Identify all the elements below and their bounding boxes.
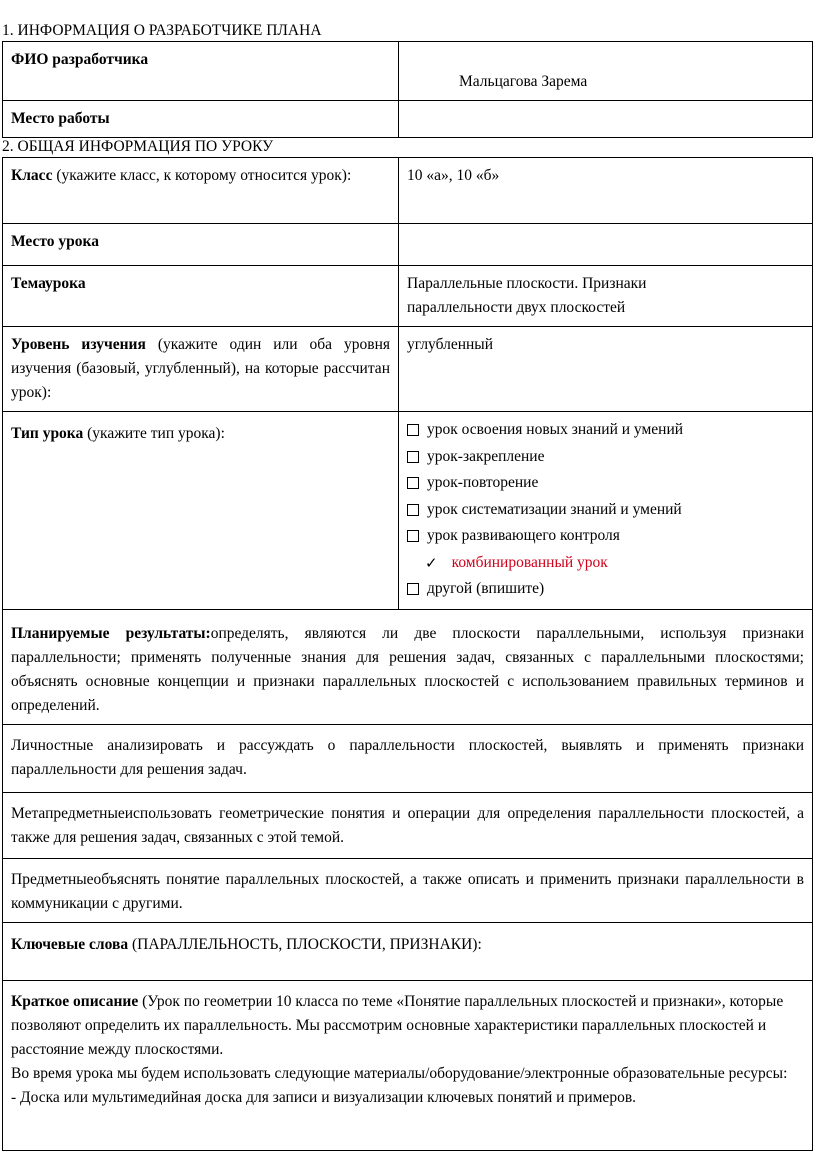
type-option-checked-label: комбинированный урок bbox=[451, 553, 608, 571]
type-hint: (укажите тип урока): bbox=[83, 425, 225, 442]
place-label: Место урока bbox=[11, 233, 99, 250]
fio-label-cell bbox=[3, 42, 399, 101]
section1-title: 1. ИНФОРМАЦИЯ О РАЗРАБОТЧИКЕ ПЛАНА bbox=[2, 22, 322, 39]
type-option-systematization[interactable] bbox=[407, 497, 804, 524]
topic-value-line-2: параллельности двух плоскостей bbox=[407, 299, 626, 316]
place-value-cell bbox=[399, 224, 813, 266]
planned-results-cell bbox=[3, 609, 813, 724]
level-value: углубленный bbox=[407, 336, 494, 353]
class-value: 10 «а», 10 «б» bbox=[407, 167, 500, 184]
planned-text: определять, являются ли две плоскости параллельными, используя признаки параллельности; применять полученные знания для решения задач, связанных с параллельными плоскостями; объяснять основные концепции и признаки параллельных плоскостей с использованием правильных терминов и определений. bbox=[11, 624, 804, 714]
summary-paragraph-1 bbox=[11, 990, 804, 1062]
summary-label: Краткое описание bbox=[11, 992, 139, 1010]
type-option-label: урок освоения новых знаний и умений bbox=[427, 421, 684, 439]
type-option-other[interactable] bbox=[407, 576, 804, 603]
keywords-label: Ключевые слова bbox=[11, 935, 129, 953]
class-value-cell bbox=[399, 158, 813, 224]
type-label: Тип урока bbox=[11, 425, 84, 442]
place-label-cell bbox=[3, 224, 399, 266]
type-option-label: урок-закрепление bbox=[427, 447, 545, 465]
class-label: Класс bbox=[11, 167, 53, 184]
type-label-cell bbox=[3, 412, 399, 610]
type-option-label: урок систематизации знаний и умений bbox=[427, 500, 682, 518]
topic-label-cell bbox=[3, 266, 399, 327]
type-option-label: урок-повторение bbox=[427, 474, 539, 492]
type-option-control[interactable] bbox=[407, 523, 804, 550]
section2-title: 2. ОБЩАЯ ИНФОРМАЦИЯ ПО УРОКУ bbox=[2, 138, 274, 155]
fio-label: ФИО разработчика bbox=[11, 51, 149, 68]
workplace-label: Место работы bbox=[11, 110, 110, 127]
keywords-text: (ПАРАЛЛЕЛЬНОСТЬ, ПЛОСКОСТИ, ПРИЗНАКИ): bbox=[128, 935, 482, 953]
level-hint: (укажите один или оба уровня изучения (базовый, углубленный), на которые рассчитан урок): bbox=[11, 336, 390, 401]
level-label-cell bbox=[3, 327, 399, 412]
type-option-combined[interactable] bbox=[407, 550, 804, 577]
summary-paragraph-2: Во время урока мы будем использовать следующие материалы/оборудование/электронные образовательные ресурсы: bbox=[11, 1064, 788, 1082]
level-label: Уровень изучения bbox=[11, 336, 146, 353]
class-hint: (укажите класс, к которому относится урок): bbox=[52, 167, 352, 184]
fio-value-cell bbox=[399, 42, 813, 101]
checkbox-icon[interactable] bbox=[407, 583, 419, 595]
type-option-other-label: другой (впишите) bbox=[427, 580, 545, 598]
checkbox-icon[interactable] bbox=[407, 451, 419, 463]
subject-results-cell bbox=[3, 858, 813, 922]
type-options-cell bbox=[399, 412, 813, 610]
meta-results-cell bbox=[3, 792, 813, 858]
summary-cell bbox=[3, 980, 813, 1150]
checkbox-icon[interactable] bbox=[407, 530, 419, 542]
meta-text: Метапредметныеиспользовать геометрические понятия и операции для определения параллельности плоскостей, а также для решения задач, связанных с этой темой. bbox=[11, 804, 804, 846]
checkbox-icon[interactable] bbox=[407, 424, 419, 436]
workplace-label-cell bbox=[3, 101, 399, 138]
subject-text: Предметныеобъяснять понятие параллельных плоскостей, а также описать и применить признаки параллельности в коммуникации с другими. bbox=[11, 870, 804, 912]
planned-label: Планируемые результаты: bbox=[11, 624, 211, 642]
checkmark-icon: ✓ bbox=[425, 553, 438, 572]
personal-text: Личностные анализировать и рассуждать о параллельности плоскостей, выявлять и применять признаки параллельности для решения задач. bbox=[11, 736, 804, 778]
summary-text-1: (Урок по геометрии 10 класса по теме «Понятие параллельных плоскостей и признаки», которые позволяют определить их параллельность. Мы рассмотрим основные характеристики параллельных плоскостей и расстояние между плоскостями. bbox=[11, 992, 784, 1058]
topic-value-cell bbox=[399, 266, 813, 327]
checkbox-icon[interactable] bbox=[407, 504, 419, 516]
type-option-repetition[interactable] bbox=[407, 470, 804, 497]
class-label-cell bbox=[3, 158, 399, 224]
summary-paragraph-3: - Доска или мультимедийная доска для записи и визуализации ключевых понятий и примеров. bbox=[11, 1088, 637, 1106]
topic-label: Темаурока bbox=[11, 275, 86, 292]
type-option-consolidation[interactable] bbox=[407, 444, 804, 471]
keywords-cell bbox=[3, 922, 813, 980]
developer-info-table bbox=[2, 41, 813, 138]
personal-results-cell bbox=[3, 724, 813, 792]
fio-value: Мальцагова Зарема bbox=[459, 73, 588, 90]
checkbox-icon[interactable] bbox=[407, 477, 419, 489]
topic-value-line-1: Параллельные плоскости. Признаки bbox=[407, 275, 647, 292]
lesson-info-table bbox=[2, 157, 813, 1151]
workplace-value-cell bbox=[399, 101, 813, 138]
level-value-cell bbox=[399, 327, 813, 412]
type-option-label: урок развивающего контроля bbox=[427, 527, 620, 545]
type-option-new-knowledge[interactable] bbox=[407, 417, 804, 444]
